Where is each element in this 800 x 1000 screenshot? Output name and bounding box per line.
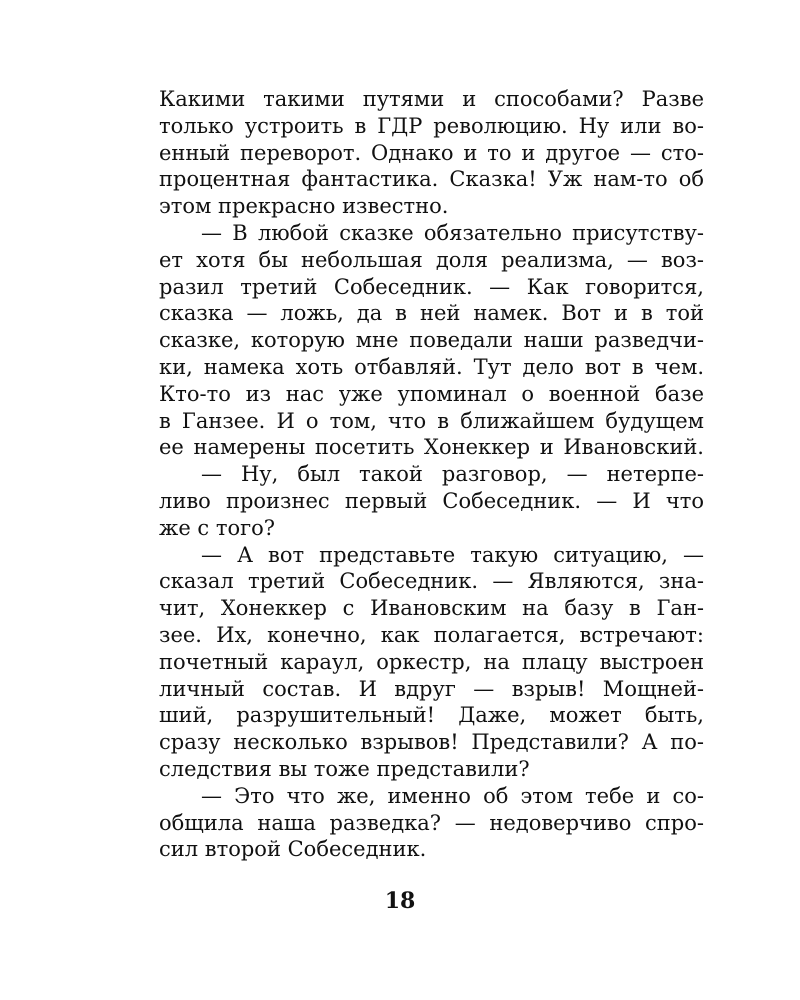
text-line: чит, Хонеккер с Ивановским на базу в Ган-: [159, 596, 704, 621]
text-line: — Ну, был такой разговор, — нетерпе-: [201, 462, 704, 487]
text-line: зее. Их, конечно, как полагается, встречают:: [159, 622, 704, 647]
paragraph: [159, 542, 704, 783]
book-page-body: [159, 86, 704, 863]
text-line: Какими такими путями и способами? Разве: [159, 87, 704, 111]
text-line: же с того?: [159, 515, 276, 540]
text-line: сразу несколько взрывов! Представили? А по-: [159, 730, 704, 755]
paragraph: [159, 220, 704, 461]
paragraph: [159, 461, 704, 541]
text-line: общила наша разведка? — недоверчиво спро-: [159, 810, 704, 835]
text-line: сил второй Собеседник.: [159, 837, 427, 862]
text-line: этом прекрасно известно.: [159, 194, 449, 219]
text-line: разил третий Собеседник. — Как говорится,: [159, 274, 704, 299]
text-line: енный переворот. Однако и то и другое — сто-: [159, 140, 704, 165]
paragraph: [159, 783, 704, 863]
text-line: сказке, которую мне поведали наши разведчи-: [159, 328, 704, 353]
text-line: ет хотя бы небольшая доля реализма, — воз-: [159, 247, 704, 272]
text-line: личный состав. И вдруг — взрыв! Мощней-: [159, 676, 704, 701]
text-line: ливо произнес первый Собеседник. — И что: [159, 488, 704, 513]
text-line: — В любой сказке обязательно присутству-: [201, 220, 704, 245]
text-line: ки, намека хоть отбавляй. Тут дело вот в чем.: [159, 354, 704, 379]
text-line: ее намерены посетить Хонеккер и Ивановский.: [159, 435, 704, 460]
text-line: в Ганзее. И о том, что в ближайшем будущем: [159, 408, 704, 433]
text-line: ший, разрушительный! Даже, может быть,: [159, 703, 704, 728]
text-line: Кто-то из нас уже упоминал о военной базе: [159, 381, 704, 406]
text-line: — А вот представьте такую ситуацию, —: [201, 542, 704, 567]
text-line: сказка — ложь, да в ней намек. Вот и в той: [159, 301, 704, 326]
text-line: — Это что же, именно об этом тебе и со-: [201, 783, 704, 808]
page-number: 18: [384, 888, 416, 914]
text-line: сказал третий Собеседник. — Являются, зна-: [159, 569, 704, 594]
text-line: следствия вы тоже представили?: [159, 756, 530, 781]
text-line: только устроить в ГДР революцию. Ну или во-: [159, 113, 704, 138]
text-line: почетный караул, оркестр, на плацу выстроен: [159, 649, 704, 674]
text-line: процентная фантастика. Сказка! Уж нам-то об: [159, 167, 704, 192]
paragraph: [159, 86, 704, 220]
